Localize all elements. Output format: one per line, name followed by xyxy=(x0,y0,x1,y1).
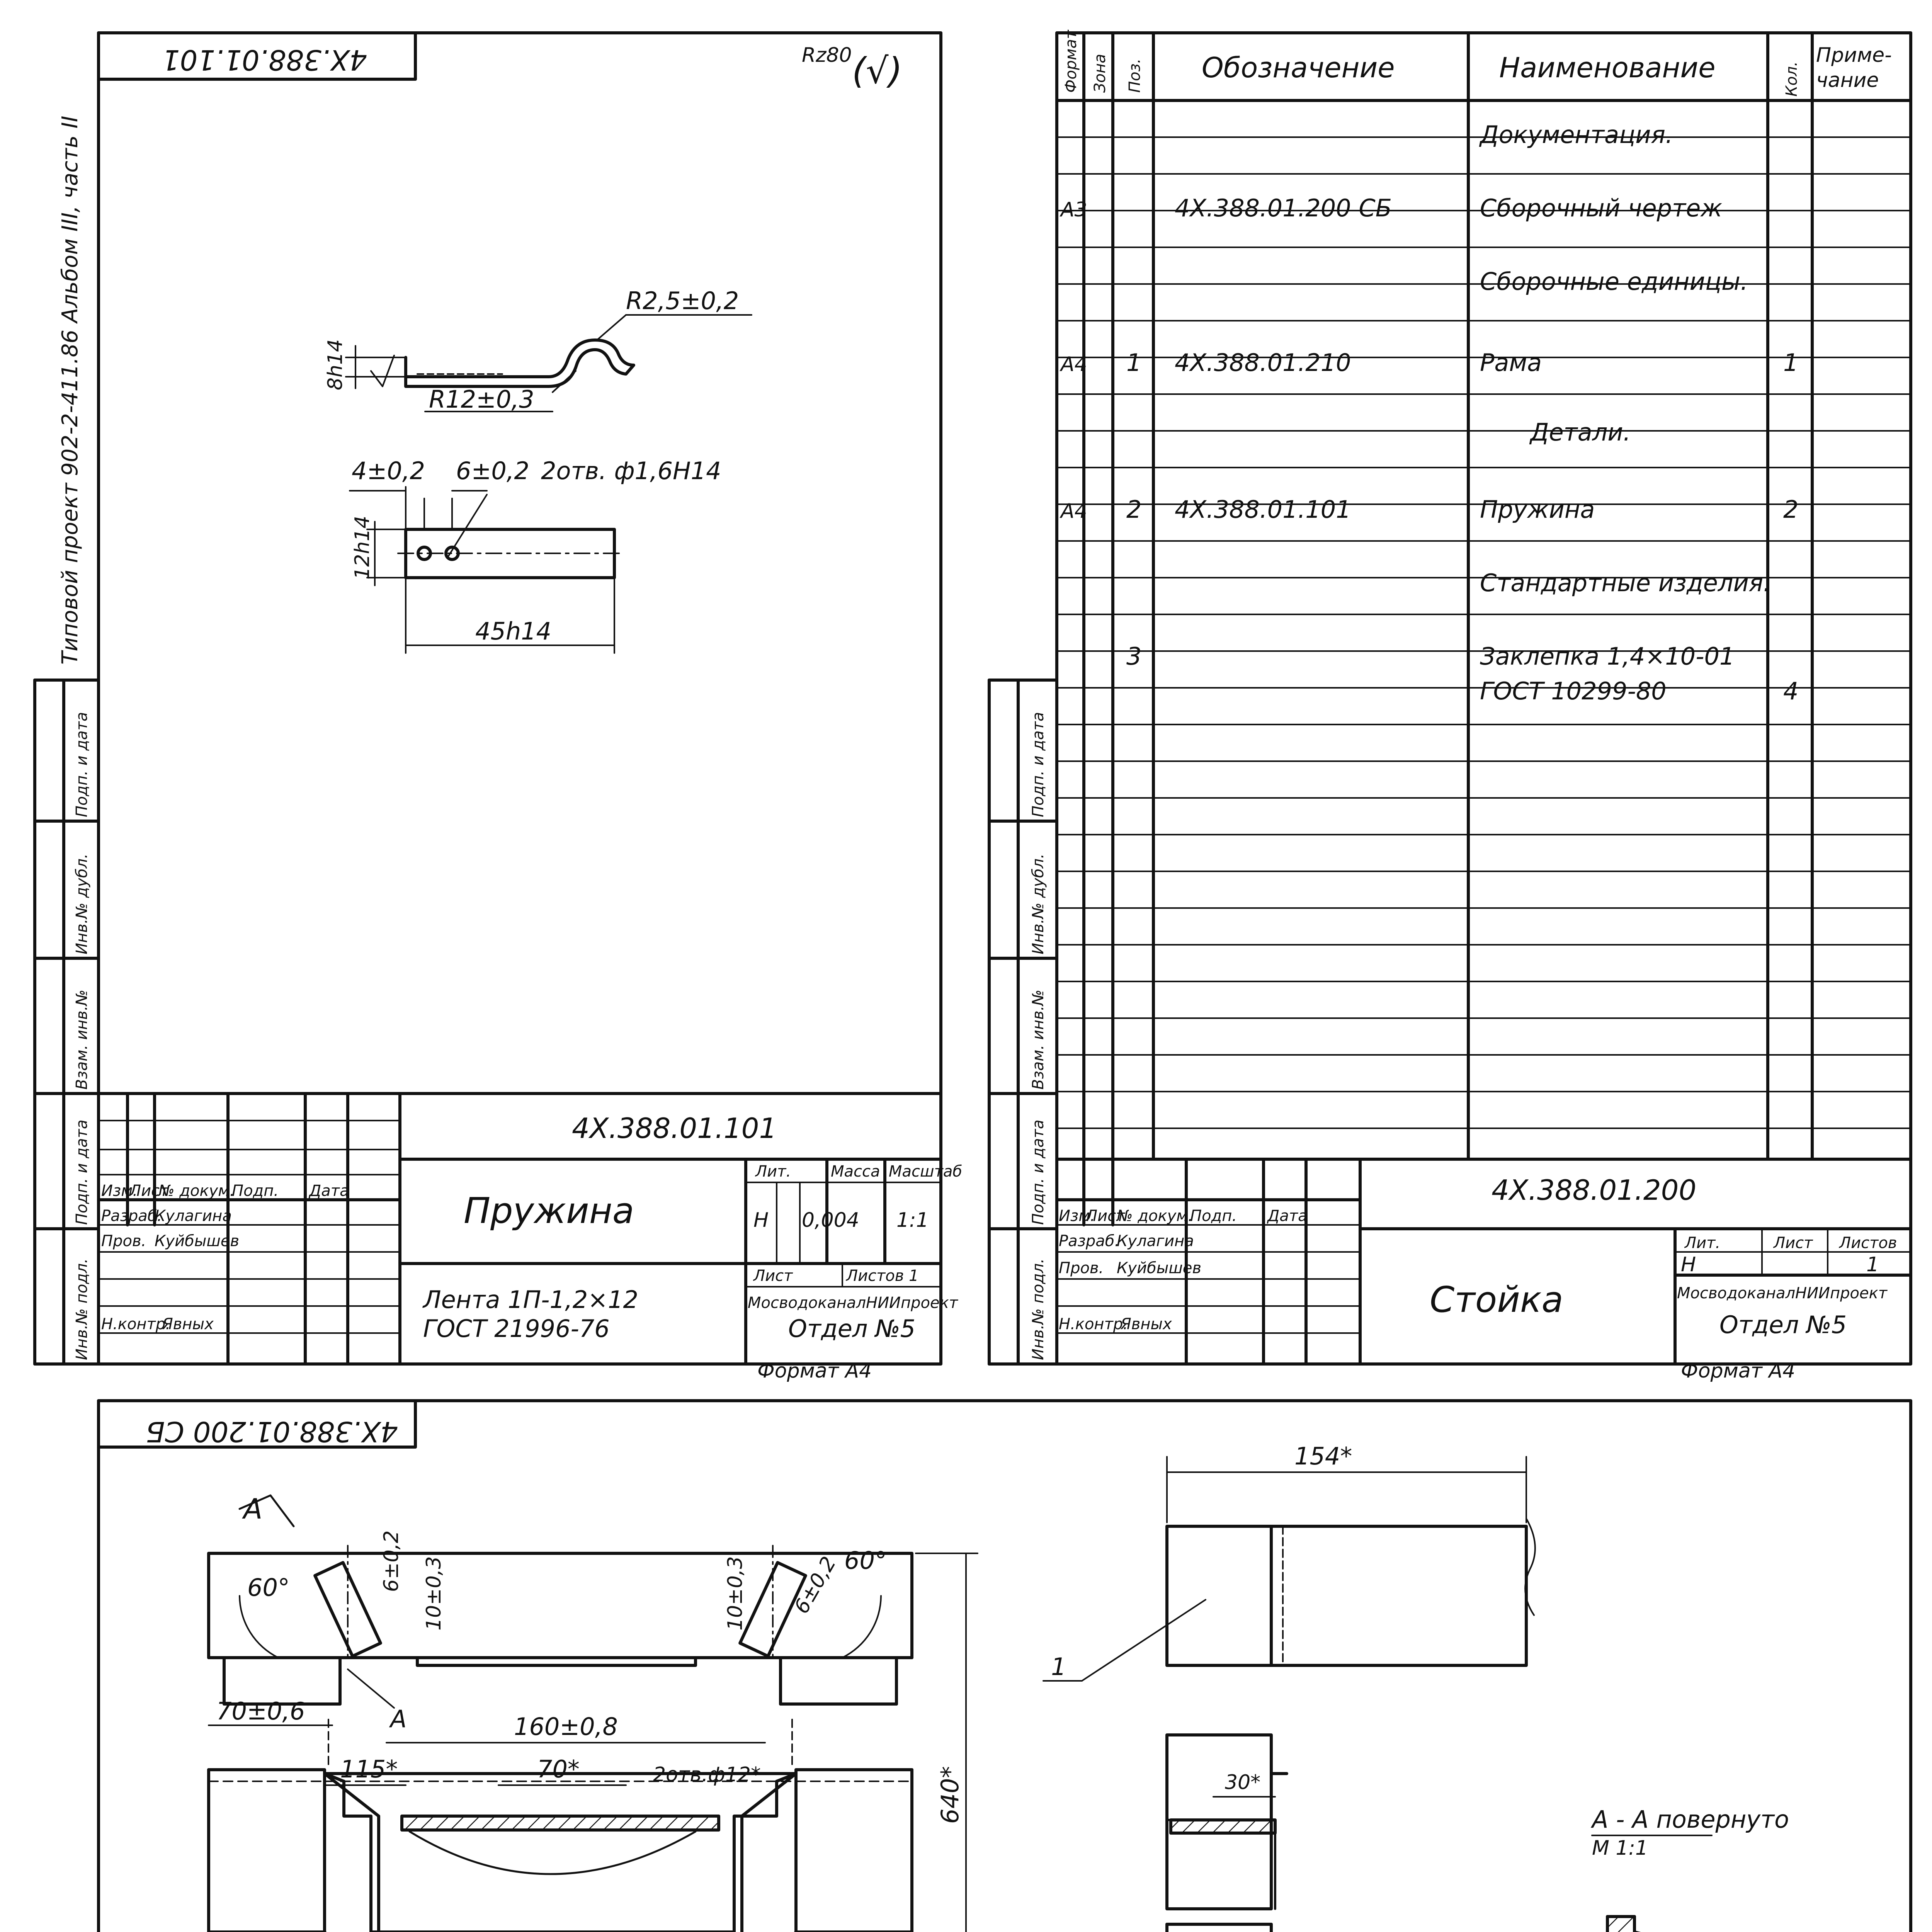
svg-text:60°: 60° xyxy=(844,1546,887,1575)
svg-text:Н.контр.: Н.контр. xyxy=(1059,1315,1128,1333)
svg-text:10±0,3: 10±0,3 xyxy=(724,1556,747,1631)
svg-text:М 1:1: М 1:1 xyxy=(1592,1837,1648,1860)
svg-text:Инв.№ подл.: Инв.№ подл. xyxy=(73,1258,91,1360)
svg-text:640*: 640* xyxy=(936,1766,964,1824)
svg-text:Зона: Зона xyxy=(1091,54,1109,93)
svg-text:Кулагина: Кулагина xyxy=(1117,1232,1194,1250)
spec-cell-qty: 1 xyxy=(1783,349,1799,377)
sheet-spec xyxy=(989,33,1911,1364)
spec-cell-designation: 4Х.388.01.101 xyxy=(1175,495,1351,524)
svg-text:1: 1 xyxy=(1051,1653,1066,1681)
spec-rows xyxy=(1060,121,1798,705)
spring-side-view xyxy=(406,340,634,386)
svg-text:Формат: Формат xyxy=(1062,30,1080,93)
svg-text:Куйбышев: Куйбышев xyxy=(155,1232,240,1250)
dim-hole-pitch: 6±0,2 xyxy=(456,457,529,485)
svg-text:Лента 1П-1,2×12: Лента 1П-1,2×12 xyxy=(423,1286,639,1314)
svg-text:Лист: Лист xyxy=(753,1267,793,1285)
svg-text:Отдел №5: Отдел №5 xyxy=(1719,1311,1847,1339)
spec-cell-pos: 1 xyxy=(1126,349,1142,377)
svg-text:А - А повернуто: А - А повернуто xyxy=(1592,1805,1789,1833)
svg-text:Лист: Лист xyxy=(1774,1234,1813,1252)
svg-text:6±0,2: 6±0,2 xyxy=(790,1553,841,1618)
svg-text:Н: Н xyxy=(1681,1253,1696,1276)
svg-text:2отв.ф12*: 2отв.ф12* xyxy=(653,1763,761,1786)
spec-cell-qty: 2 xyxy=(1783,495,1799,524)
svg-text:Поз.: Поз. xyxy=(1126,58,1144,93)
svg-text:Изм.: Изм. xyxy=(101,1182,138,1200)
svg-text:4Х.388.01.200: 4Х.388.01.200 xyxy=(1492,1174,1697,1206)
svg-text:0,004: 0,004 xyxy=(802,1209,859,1232)
side-view xyxy=(1043,1457,1535,1932)
spec-cell-name: Стандартные изделия. xyxy=(1480,569,1771,597)
svg-text:70±0,6: 70±0,6 xyxy=(216,1697,305,1725)
spring-title-text xyxy=(101,1112,962,1383)
spec-cell-format: А4 xyxy=(1061,500,1087,523)
svg-text:МосводоканалНИИпроект: МосводоканалНИИпроект xyxy=(748,1294,958,1312)
spec-cell-name: ГОСТ 10299-80 xyxy=(1480,677,1667,705)
svg-text:чание: чание xyxy=(1816,69,1879,92)
svg-text:Приме-: Приме- xyxy=(1816,44,1892,67)
svg-text:А: А xyxy=(390,1705,407,1733)
spec-cell-format: А4 xyxy=(1061,353,1087,376)
svg-text:Подп. и дата: Подп. и дата xyxy=(1029,712,1047,817)
svg-text:Кол.: Кол. xyxy=(1783,61,1801,97)
svg-text:Лист: Лист xyxy=(1086,1207,1125,1225)
svg-text:МосводоканалНИИпроект: МосводоканалНИИпроект xyxy=(1677,1284,1888,1302)
svg-text:160±0,8: 160±0,8 xyxy=(514,1713,618,1741)
spec-cell-pos: 3 xyxy=(1126,642,1142,670)
spec-cell-designation: 4Х.388.01.200 СБ xyxy=(1175,194,1392,222)
dim-thickness: 8h14 xyxy=(324,339,347,390)
spec-cell-qty: 4 xyxy=(1783,677,1799,705)
svg-text:60°: 60° xyxy=(247,1573,290,1602)
svg-text:Стойка: Стойка xyxy=(1430,1279,1563,1320)
svg-text:Пружина: Пружина xyxy=(464,1190,634,1231)
spring-side-cols xyxy=(73,712,91,1360)
svg-text:Масса: Масса xyxy=(831,1163,880,1180)
svg-text:Куйбышев: Куйбышев xyxy=(1117,1259,1202,1277)
svg-text:Подп. и дата: Подп. и дата xyxy=(73,712,91,817)
dim-bend-small: R2,5±0,2 xyxy=(626,287,739,315)
svg-text:4Х.388.01.101: 4Х.388.01.101 xyxy=(572,1112,777,1145)
svg-text:70*: 70* xyxy=(537,1755,580,1783)
svg-text:Пров.: Пров. xyxy=(1059,1259,1104,1277)
svg-text:Дата: Дата xyxy=(1267,1207,1308,1225)
project-side-label: Типовой проект 902-2-411.86 Альбом III, часть II xyxy=(58,116,83,665)
svg-text:6±0,2: 6±0,2 xyxy=(380,1530,403,1592)
dim-bend-large: R12±0,3 xyxy=(429,385,534,413)
dim-width: 12h14 xyxy=(351,515,374,580)
svg-text:Листов: Листов xyxy=(1839,1234,1897,1252)
svg-text:Н.контр.: Н.контр. xyxy=(101,1315,170,1333)
spec-cell-name: Документация. xyxy=(1480,121,1673,149)
svg-text:1: 1 xyxy=(1866,1253,1879,1276)
svg-text:Взам. инв.№: Взам. инв.№ xyxy=(1029,990,1047,1090)
svg-text:Обозначение: Обозначение xyxy=(1202,51,1395,84)
spec-cell-name: Детали. xyxy=(1530,418,1631,446)
svg-text:№ докум.: № докум. xyxy=(158,1182,235,1200)
svg-text:Формат А4: Формат А4 xyxy=(757,1359,872,1383)
svg-text:Листов 1: Листов 1 xyxy=(846,1267,919,1285)
spec-cell-name: Заклепка 1,4×10-01 xyxy=(1480,642,1735,670)
svg-text:30*: 30* xyxy=(1225,1771,1261,1794)
spring-roughness-note: (√) xyxy=(852,50,903,92)
svg-text:Пров.: Пров. xyxy=(101,1232,146,1250)
svg-text:Наименование: Наименование xyxy=(1499,51,1716,84)
svg-text:Взам. инв.№: Взам. инв.№ xyxy=(73,990,91,1090)
svg-text:Подп.: Подп. xyxy=(232,1182,279,1200)
spring-stamp-code: 4Х.388.01.101 xyxy=(162,44,367,76)
dim-holes: 2отв. ф1,6Н14 xyxy=(541,457,721,485)
sheet-spring-frame xyxy=(99,33,941,1364)
svg-text:Масштаб: Масштаб xyxy=(889,1163,963,1180)
svg-text:Явных: Явных xyxy=(1121,1315,1172,1333)
svg-text:Лист: Лист xyxy=(129,1182,169,1200)
assembly-dims xyxy=(216,1442,1789,1932)
spec-cell-name: Пружина xyxy=(1480,495,1595,524)
svg-text:Явных: Явных xyxy=(162,1315,214,1333)
spec-cell-pos: 2 xyxy=(1126,495,1142,524)
svg-text:Подп.: Подп. xyxy=(1190,1207,1237,1225)
svg-text:Инв.№ дубл.: Инв.№ дубл. xyxy=(73,854,91,954)
svg-text:Подп. и дата: Подп. и дата xyxy=(1029,1119,1047,1225)
spec-cell-name: Сборочные единицы. xyxy=(1480,267,1748,296)
svg-text:10±0,3: 10±0,3 xyxy=(422,1556,446,1631)
svg-text:Инв.№ подл.: Инв.№ подл. xyxy=(1029,1258,1047,1360)
dim-hole-offset: 4±0,2 xyxy=(352,457,425,485)
svg-text:ГОСТ 21996-76: ГОСТ 21996-76 xyxy=(423,1315,610,1343)
svg-text:1:1: 1:1 xyxy=(896,1209,929,1232)
spec-side-cols xyxy=(1029,712,1047,1360)
spec-cell-format: А3 xyxy=(1061,198,1087,221)
spec-cell-name: Сборочный чертеж xyxy=(1480,194,1723,222)
assembly-stamp-code: 4Х.388.01.200 СБ xyxy=(146,1415,398,1448)
svg-text:Дата: Дата xyxy=(309,1182,349,1200)
dim-length: 45h14 xyxy=(475,617,552,645)
svg-text:115*: 115* xyxy=(340,1755,398,1783)
svg-text:Лит.: Лит. xyxy=(755,1163,791,1180)
svg-text:Изм.: Изм. xyxy=(1059,1207,1095,1225)
svg-text:А: А xyxy=(243,1493,263,1525)
spec-cell-designation: 4Х.388.01.210 xyxy=(1175,349,1351,377)
svg-text:Формат А4: Формат А4 xyxy=(1681,1359,1796,1383)
svg-text:154*: 154* xyxy=(1294,1442,1352,1470)
svg-text:Подп. и дата: Подп. и дата xyxy=(73,1119,91,1225)
svg-text:Кулагина: Кулагина xyxy=(155,1207,232,1225)
sheet-spring xyxy=(35,33,941,1364)
svg-text:Отдел №5: Отдел №5 xyxy=(788,1315,916,1343)
svg-text:Н: Н xyxy=(753,1209,769,1232)
spring-roughness: Rz80 xyxy=(802,44,852,67)
spec-cell-name: Рама xyxy=(1480,349,1542,377)
svg-text:Инв.№ дубл.: Инв.№ дубл. xyxy=(1029,854,1047,954)
svg-text:Разраб.: Разраб. xyxy=(1059,1232,1120,1250)
svg-text:Разраб.: Разраб. xyxy=(101,1207,162,1225)
svg-text:Лит.: Лит. xyxy=(1685,1234,1721,1252)
svg-text:№ докум.: № докум. xyxy=(1117,1207,1193,1225)
